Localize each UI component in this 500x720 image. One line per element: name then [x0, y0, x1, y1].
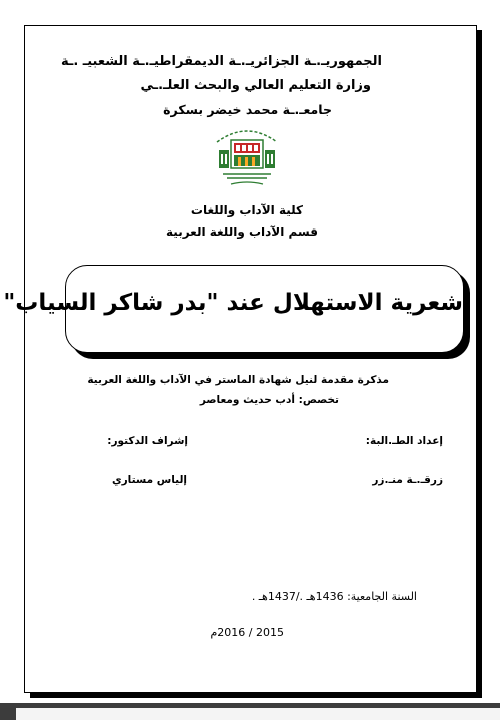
- prepared-by-label: إعداد الطـ.البة:: [365, 435, 443, 447]
- ministry-name: وزارة التعليم العالي والبحث العلـ.ـي: [140, 78, 371, 93]
- supervisor-label: إشراف الدكتور:: [107, 435, 188, 447]
- supervisor-name: إلياس مستاري: [112, 474, 187, 486]
- republic-name: الجمهوريـ.ـة الجزائريـ.ـة الديمقراطيـ.ـة الشعبيـ .ـة: [61, 54, 382, 69]
- university-name: جامعـ.ـة محمد خيضر بسكرة: [163, 102, 332, 117]
- department-name: قسم الآداب واللغة العربية: [166, 225, 318, 239]
- memo-purpose: مذكرة مقدمة لنيل شهادة الماستر في الآداب واللغة العربية: [87, 374, 389, 386]
- title-box: [3, 265, 464, 353]
- frame-shadow-right: [477, 30, 482, 698]
- academic-year-hijri: السنة الجامعية: 1436هـ ./1437هـ .: [251, 590, 417, 603]
- frame-shadow-bottom: [30, 693, 482, 698]
- next-page-edge-inner: [16, 708, 500, 720]
- academic-year-gregorian: 2015 / 2016م: [210, 626, 284, 639]
- student-name: زرقـ.ـة منـ.زر: [372, 474, 443, 486]
- university-logo-icon: [209, 124, 285, 190]
- thesis-title: شعرية الاستهلال عند "بدر شاكر السياب": [3, 290, 463, 316]
- memo-specialization: تخصص: أدب حديث ومعاصر: [199, 394, 339, 406]
- faculty-name: كلية الآداب واللغات: [190, 203, 303, 217]
